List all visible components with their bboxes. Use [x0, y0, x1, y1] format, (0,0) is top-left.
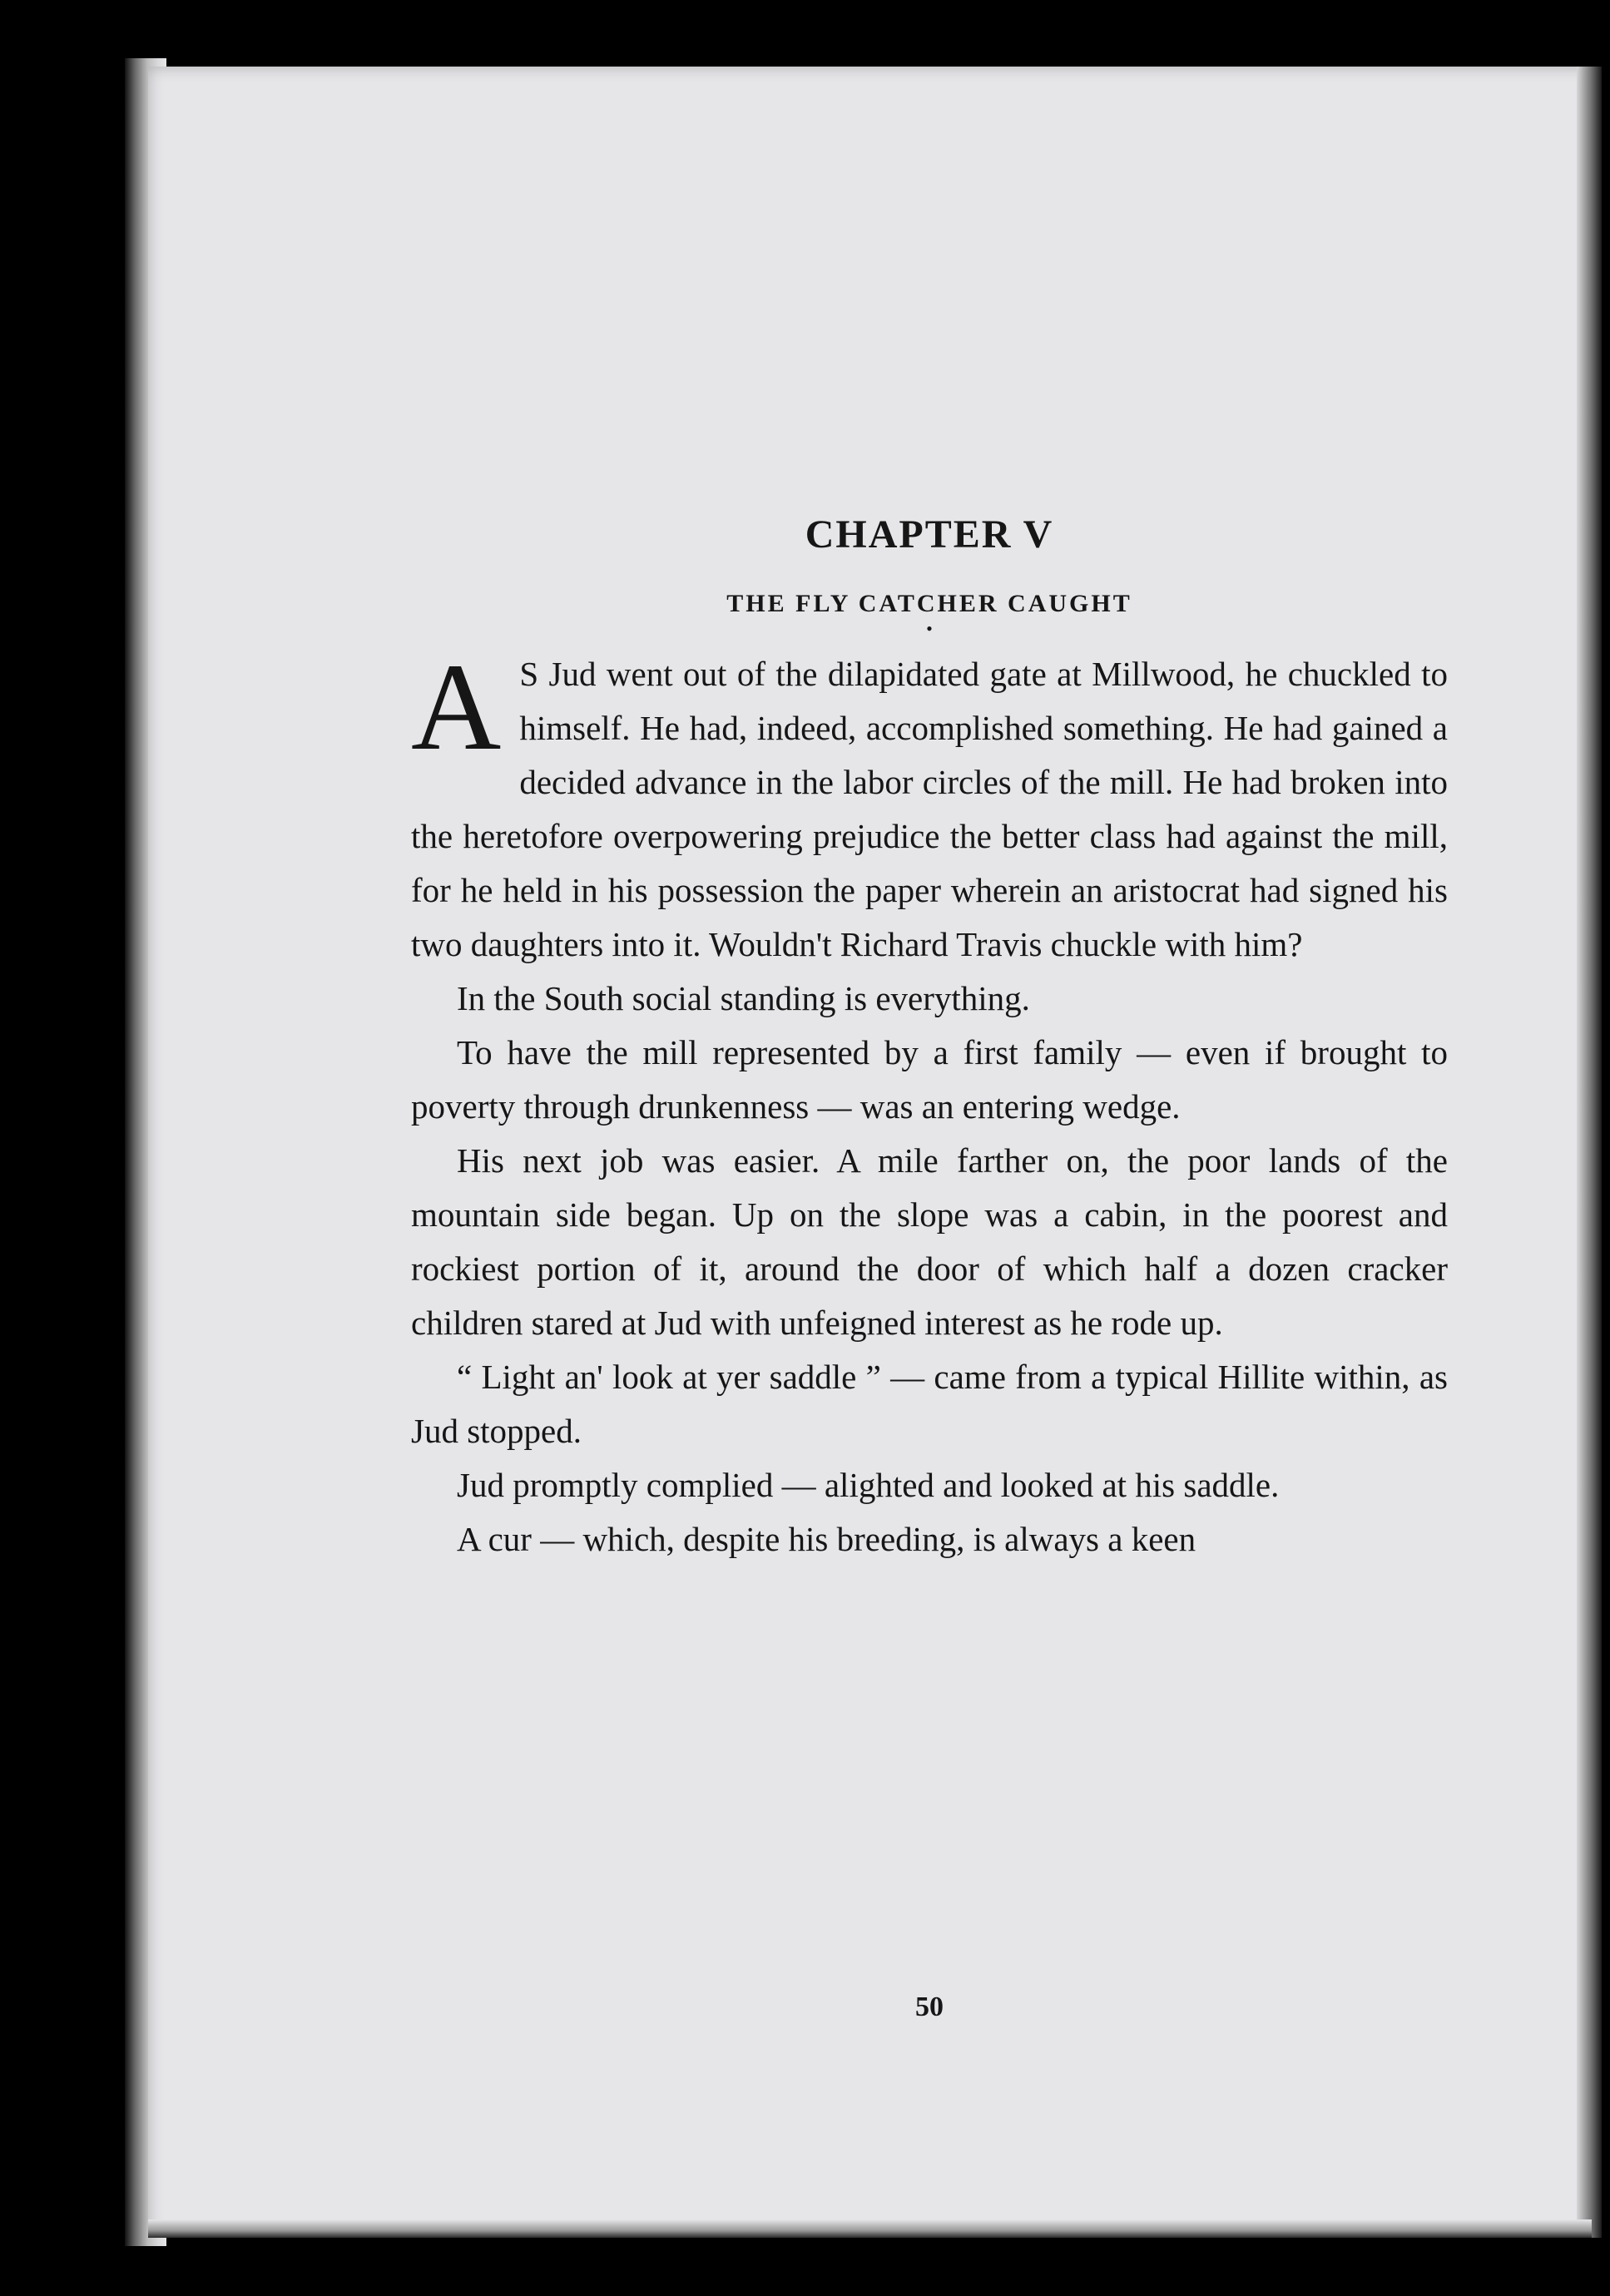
- paragraph-2: In the South social standing is everything.: [457, 979, 1030, 1017]
- paragraph-1-text: S Jud went out of the dilapidated gate at Millwood, he chuckled to himself. He had, indeed, accomplished something. He had gained a decided advance in the labor circles of the mill. He had broken into the heretofore overpowering prejudice the better class had against the mill, for he held in his possession the paper wherein an aristocrat had signed his two daughters into it. Wouldn't Richard Travis chuckle with him?: [411, 655, 1448, 963]
- drop-cap: A: [411, 638, 502, 776]
- page-number: 50: [915, 1992, 944, 2022]
- chapter-title: CHAPTER V: [805, 512, 1054, 557]
- ornament-dot: •: [926, 618, 933, 639]
- page-bottom-edge: [148, 2219, 1592, 2238]
- page-right-edge: [1577, 67, 1602, 2238]
- paragraph-3: To have the mill represented by a first family — even if brought to poverty through drunkenness — was an entering wedge.: [411, 1033, 1448, 1126]
- paragraph-1: [411, 638, 1448, 972]
- chapter-body: [411, 638, 1448, 1566]
- chapter-subtitle: THE FLY CATCHER CAUGHT: [726, 590, 1132, 617]
- paragraph-6: Jud promptly complied — alighted and looked at his saddle.: [457, 1466, 1280, 1504]
- page-text-block: [411, 506, 1448, 1566]
- paragraph-7: A cur — which, despite his breeding, is always a keen: [457, 1520, 1196, 1558]
- paragraph-5: “ Light an' look at yer saddle ” — came from a typical Hillite within, as Jud stopped.: [411, 1358, 1448, 1450]
- paragraph-4: His next job was easier. A mile farther on, the poor lands of the mountain side began. Up on the slope was a cabin, in the poorest and rockiest portion of it, around the door of which half a dozen cracker children stared at Jud with unfeigned interest as he rode up.: [411, 1141, 1448, 1342]
